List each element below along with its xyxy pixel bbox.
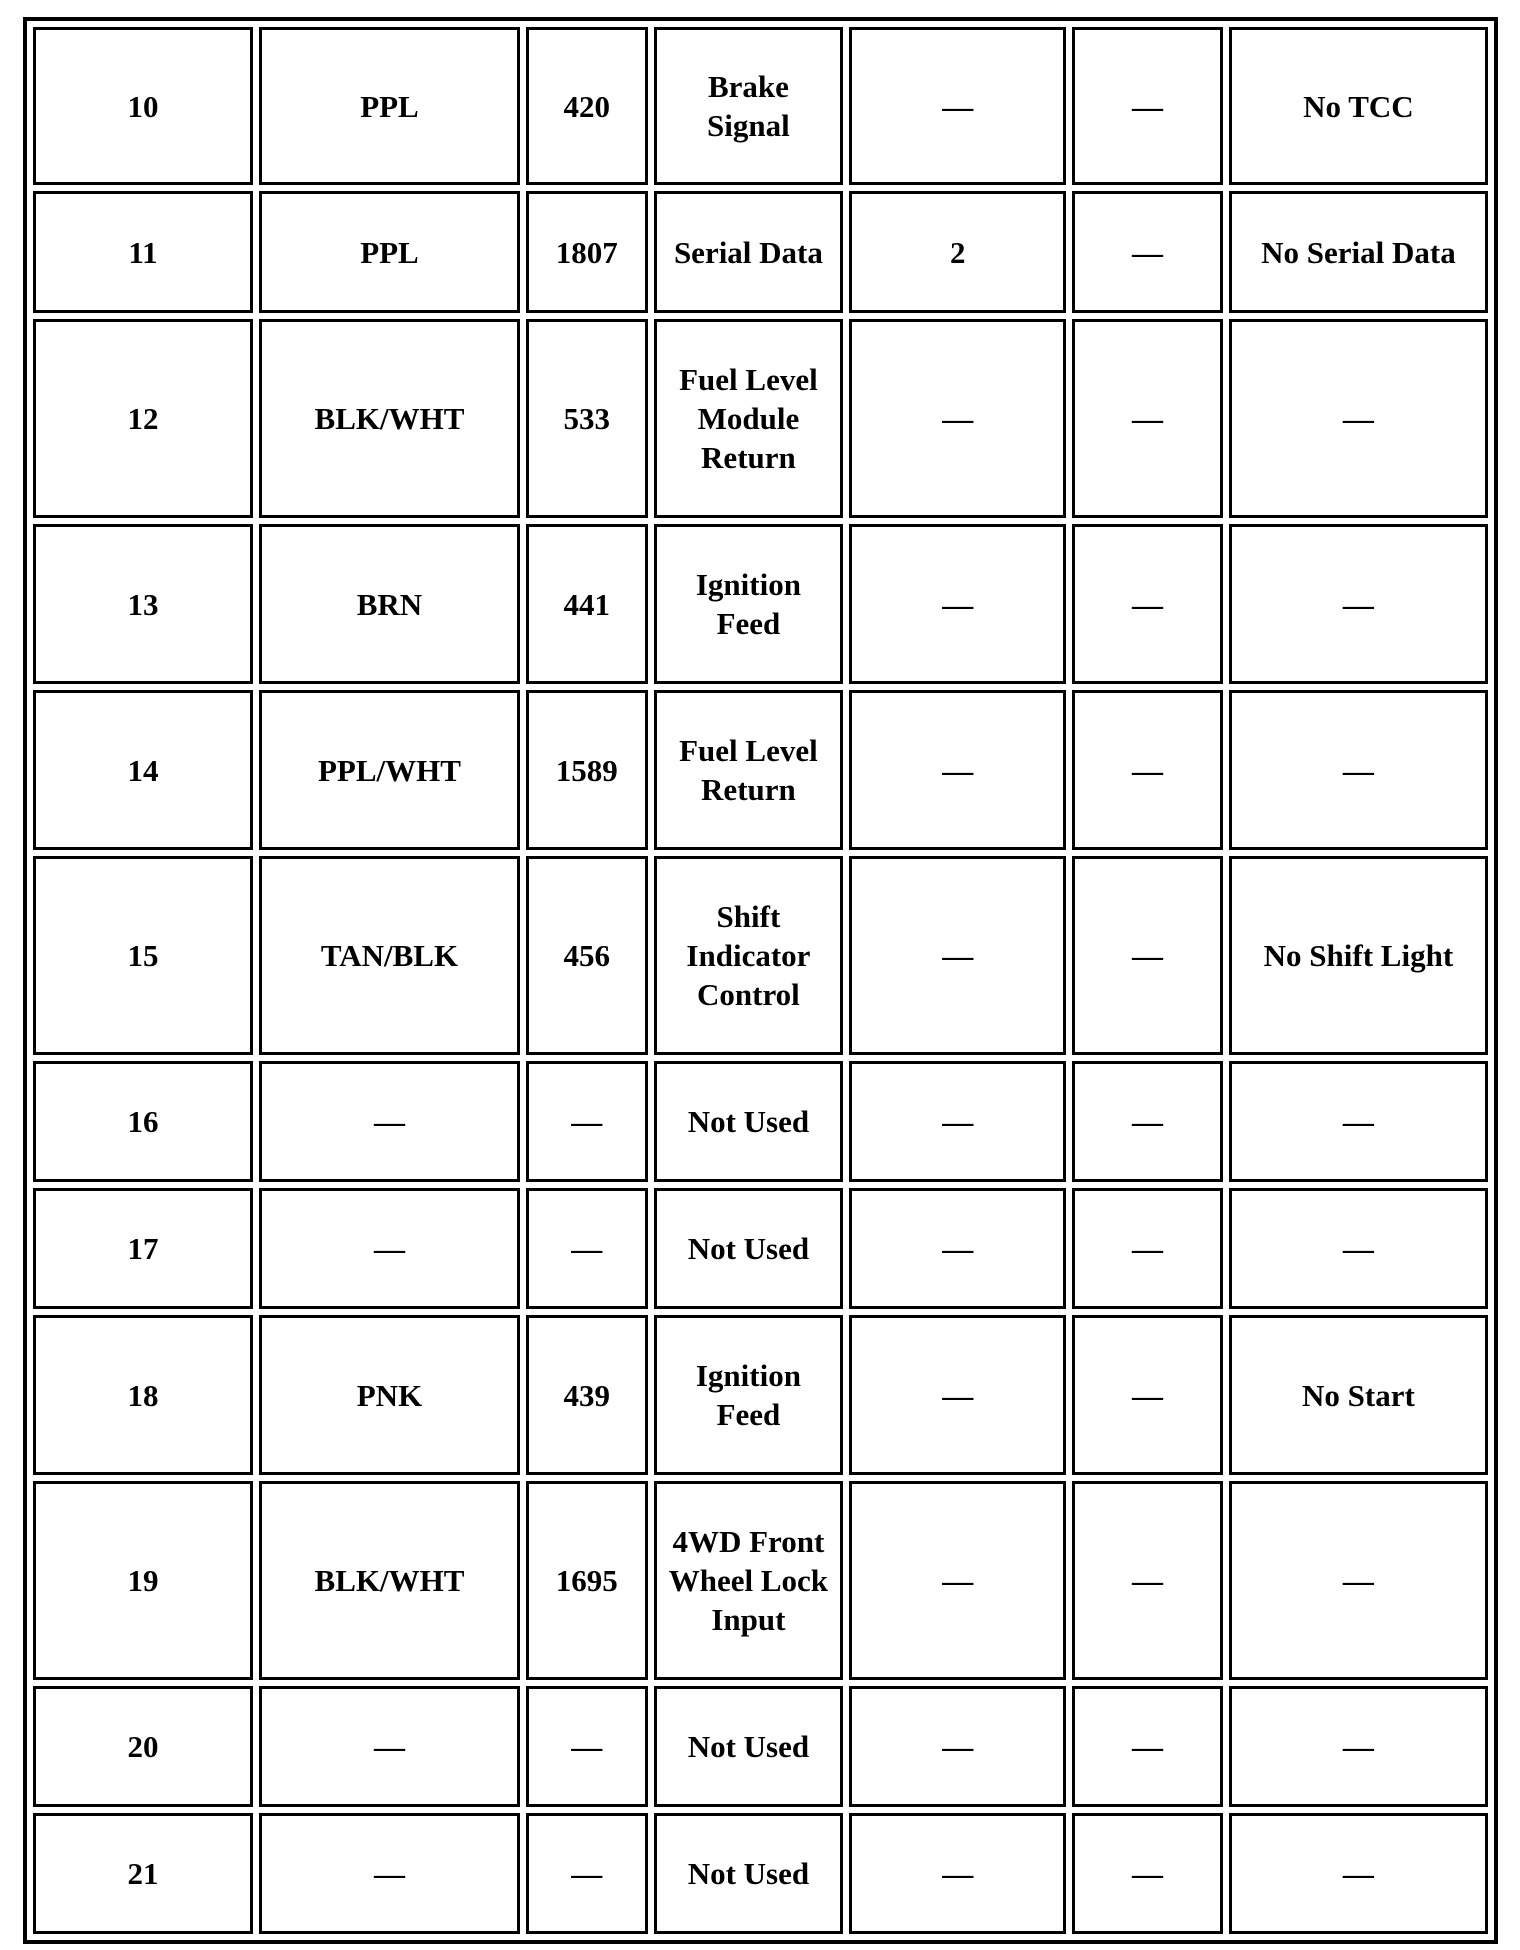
column-6-cell: — xyxy=(1072,856,1223,1055)
circuit-number-cell: 441 xyxy=(526,524,648,684)
wire-color-cell: BRN xyxy=(259,524,520,684)
circuit-number-cell: — xyxy=(526,1813,648,1934)
pin-number-cell: 16 xyxy=(33,1061,253,1182)
column-7-cell: — xyxy=(1229,319,1488,518)
function-cell: Serial Data xyxy=(654,191,844,313)
function-cell: Not Used xyxy=(654,1813,844,1934)
column-5-cell: — xyxy=(849,27,1066,185)
column-6-cell: — xyxy=(1072,1188,1223,1309)
column-6-cell: — xyxy=(1072,1813,1223,1934)
column-6-cell: — xyxy=(1072,1061,1223,1182)
function-cell: Ignition Feed xyxy=(654,524,844,684)
table-row xyxy=(33,1481,1488,1680)
circuit-number-cell: — xyxy=(526,1188,648,1309)
wire-color-cell: BLK/WHT xyxy=(259,1481,520,1680)
function-cell: Fuel Level Return xyxy=(654,690,844,850)
circuit-number-cell: 1807 xyxy=(526,191,648,313)
column-5-cell: — xyxy=(849,1686,1066,1807)
pin-number-cell: 20 xyxy=(33,1686,253,1807)
column-6-cell: — xyxy=(1072,191,1223,313)
function-cell: Not Used xyxy=(654,1686,844,1807)
column-5-cell: — xyxy=(849,319,1066,518)
column-5-cell: — xyxy=(849,524,1066,684)
pin-number-cell: 18 xyxy=(33,1315,253,1475)
table-row xyxy=(33,524,1488,684)
column-5-cell: — xyxy=(849,1813,1066,1934)
circuit-number-cell: 420 xyxy=(526,27,648,185)
circuit-number-cell: 533 xyxy=(526,319,648,518)
pin-number-cell: 13 xyxy=(33,524,253,684)
wire-color-cell: BLK/WHT xyxy=(259,319,520,518)
table-row xyxy=(33,1315,1488,1475)
column-6-cell: — xyxy=(1072,1481,1223,1680)
column-5-cell: — xyxy=(849,856,1066,1055)
wire-color-cell: TAN/BLK xyxy=(259,856,520,1055)
column-7-cell: — xyxy=(1229,1481,1488,1680)
wire-color-cell: — xyxy=(259,1813,520,1934)
pin-number-cell: 11 xyxy=(33,191,253,313)
table-row xyxy=(33,191,1488,313)
table-row xyxy=(33,690,1488,850)
wire-color-cell: PNK xyxy=(259,1315,520,1475)
column-5-cell: — xyxy=(849,1481,1066,1680)
pin-number-cell: 21 xyxy=(33,1813,253,1934)
column-5-cell: — xyxy=(849,690,1066,850)
table-row xyxy=(33,1061,1488,1182)
circuit-number-cell: 439 xyxy=(526,1315,648,1475)
column-7-cell: — xyxy=(1229,690,1488,850)
pin-number-cell: 12 xyxy=(33,319,253,518)
function-cell: Fuel Level Module Return xyxy=(654,319,844,518)
column-7-cell: No Shift Light xyxy=(1229,856,1488,1055)
pin-number-cell: 17 xyxy=(33,1188,253,1309)
wire-color-cell: — xyxy=(259,1061,520,1182)
wire-color-cell: — xyxy=(259,1188,520,1309)
circuit-number-cell: — xyxy=(526,1061,648,1182)
column-6-cell: — xyxy=(1072,319,1223,518)
circuit-number-cell: 1695 xyxy=(526,1481,648,1680)
table-row xyxy=(33,1188,1488,1309)
column-6-cell: — xyxy=(1072,524,1223,684)
column-6-cell: — xyxy=(1072,1686,1223,1807)
table-row xyxy=(33,27,1488,185)
column-7-cell: No Serial Data xyxy=(1229,191,1488,313)
circuit-number-cell: — xyxy=(526,1686,648,1807)
wire-color-cell: PPL xyxy=(259,191,520,313)
pin-number-cell: 10 xyxy=(33,27,253,185)
table-row xyxy=(33,319,1488,518)
column-7-cell: No TCC xyxy=(1229,27,1488,185)
column-5-cell: — xyxy=(849,1315,1066,1475)
wire-color-cell: PPL xyxy=(259,27,520,185)
pin-assignment-table xyxy=(23,17,1498,1944)
wire-color-cell: PPL/WHT xyxy=(259,690,520,850)
column-7-cell: — xyxy=(1229,1061,1488,1182)
table-row xyxy=(33,1813,1488,1934)
column-6-cell: — xyxy=(1072,1315,1223,1475)
column-7-cell: — xyxy=(1229,1813,1488,1934)
column-5-cell: — xyxy=(849,1188,1066,1309)
function-cell: Not Used xyxy=(654,1188,844,1309)
function-cell: Shift Indicator Control xyxy=(654,856,844,1055)
function-cell: Not Used xyxy=(654,1061,844,1182)
pin-number-cell: 14 xyxy=(33,690,253,850)
wire-color-cell: — xyxy=(259,1686,520,1807)
column-6-cell: — xyxy=(1072,690,1223,850)
table-row xyxy=(33,856,1488,1055)
pin-number-cell: 19 xyxy=(33,1481,253,1680)
circuit-number-cell: 456 xyxy=(526,856,648,1055)
column-7-cell: — xyxy=(1229,524,1488,684)
column-7-cell: No Start xyxy=(1229,1315,1488,1475)
column-7-cell: — xyxy=(1229,1686,1488,1807)
column-5-cell: 2 xyxy=(849,191,1066,313)
pin-number-cell: 15 xyxy=(33,856,253,1055)
column-6-cell: — xyxy=(1072,27,1223,185)
function-cell: Ignition Feed xyxy=(654,1315,844,1475)
column-5-cell: — xyxy=(849,1061,1066,1182)
table-body xyxy=(33,27,1488,1934)
function-cell: 4WD Front Wheel Lock Input xyxy=(654,1481,844,1680)
function-cell: Brake Signal xyxy=(654,27,844,185)
table-row xyxy=(33,1686,1488,1807)
column-7-cell: — xyxy=(1229,1188,1488,1309)
circuit-number-cell: 1589 xyxy=(526,690,648,850)
